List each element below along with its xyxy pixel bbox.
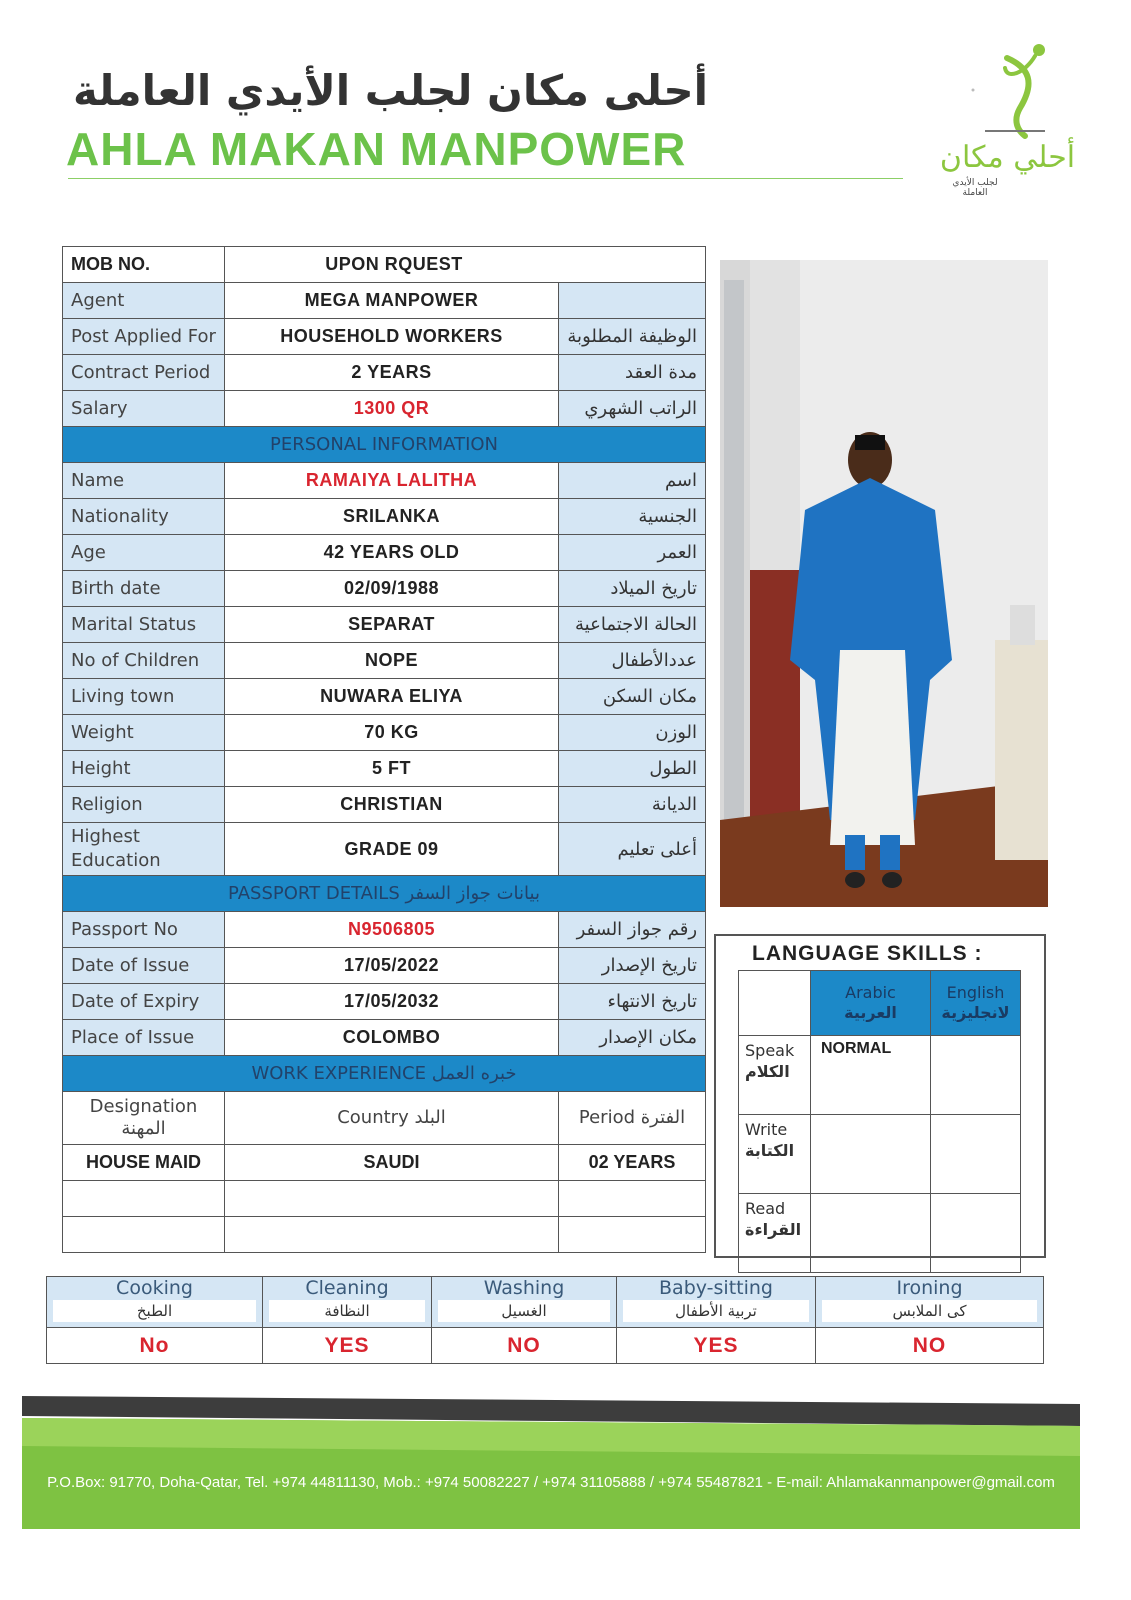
skill-washing-arabic: الغسيل [438, 1300, 610, 1322]
work-designation: HOUSE MAID [63, 1145, 225, 1181]
post-label: Post Applied For [63, 319, 225, 355]
empty-cell [559, 1181, 706, 1217]
education-label: Highest Education [63, 823, 225, 876]
post-value: HOUSEHOLD WORKERS [225, 319, 559, 355]
marital-label-arabic: الحالة الاجتماعية [559, 607, 706, 643]
passport-no-label-arabic: رقم جواز السفر [559, 912, 706, 948]
age-label: Age [63, 535, 225, 571]
empty-cell [63, 1181, 225, 1217]
language-skills-title: LANGUAGE SKILLS : [752, 942, 983, 965]
skill-cleaning-value: YES [263, 1328, 432, 1364]
country-column-header: Country البلد [225, 1092, 559, 1145]
arabic-label-arabic: العربية [844, 1003, 897, 1022]
footer-contact-info: P.O.Box: 91770, Doha-Qatar, Tel. +974 44811130, Mob.: +974 50082227 / +974 31105888 / +974 55487821 - E-mail: Ahlamakanmanpower@gmail.com [47, 1474, 1055, 1491]
empty-cell [63, 1217, 225, 1253]
issue-place-label: Place of Issue [63, 1020, 225, 1056]
empty-cell [739, 971, 811, 1036]
children-label: No of Children [63, 643, 225, 679]
religion-label-arabic: الديانة [559, 787, 706, 823]
english-label-arabic: لانجليزية [941, 1003, 1010, 1022]
birth-value: 02/09/1988 [225, 571, 559, 607]
designation-label-arabic: المهنة [121, 1118, 166, 1139]
read-arabic-value [811, 1194, 931, 1273]
religion-label: Religion [63, 787, 225, 823]
skills-table [46, 1276, 1044, 1364]
applicant-info-table [62, 246, 706, 1253]
arabic-column-header [811, 971, 931, 1036]
contract-label: Contract Period [63, 355, 225, 391]
read-label: Read [745, 1199, 786, 1218]
salary-row [63, 391, 706, 427]
speak-label-cell [739, 1036, 811, 1115]
period-column-header: Period الفترة [559, 1092, 706, 1145]
skill-ironing-label: Ironing [816, 1277, 1044, 1300]
town-label: Living town [63, 679, 225, 715]
speak-label: Speak [745, 1041, 795, 1060]
skill-babysitting-value: YES [617, 1328, 816, 1364]
issue-date-label: Date of Issue [63, 948, 225, 984]
salary-value: 1300 QR [225, 391, 559, 427]
english-label: English [946, 983, 1005, 1002]
issue-date-label-arabic: تاريخ الإصدار [559, 948, 706, 984]
height-label: Height [63, 751, 225, 787]
contract-label-arabic: مدة العقد [559, 355, 706, 391]
skill-ironing-value: NO [816, 1328, 1044, 1364]
children-value: NOPE [225, 643, 559, 679]
passport-no-value: N9506805 [225, 912, 559, 948]
write-english-value [931, 1115, 1021, 1194]
skill-cleaning-arabic: النظافة [269, 1300, 425, 1322]
work-row-empty [63, 1181, 706, 1217]
work-country: SAUDI [225, 1145, 559, 1181]
skill-washing-arabic-cell [432, 1299, 617, 1328]
children-row [63, 643, 706, 679]
salary-label-arabic: الراتب الشهري [559, 391, 706, 427]
company-name-english: AHLA MAKAN MANPOWER [66, 123, 687, 175]
work-row-empty [63, 1217, 706, 1253]
skill-cleaning-label: Cleaning [263, 1277, 432, 1300]
weight-label: Weight [63, 715, 225, 751]
contract-row [63, 355, 706, 391]
language-header-row [739, 971, 1021, 1036]
speak-english-value [931, 1036, 1021, 1115]
expiry-date-label: Date of Expiry [63, 984, 225, 1020]
expiry-date-row [63, 984, 706, 1020]
designation-label: Designation [89, 1096, 198, 1117]
read-label-cell [739, 1194, 811, 1273]
write-arabic-value [811, 1115, 931, 1194]
height-label-arabic: الطول [559, 751, 706, 787]
nationality-row [63, 499, 706, 535]
issue-date-row [63, 948, 706, 984]
expiry-date-value: 17/05/2032 [225, 984, 559, 1020]
logo-text-arabic: أحلي مكان [939, 140, 1076, 175]
age-label-arabic: العمر [559, 535, 706, 571]
work-section-row [63, 1056, 706, 1092]
speak-row [739, 1036, 1021, 1115]
write-label: Write [745, 1120, 788, 1139]
skill-cooking-label: Cooking [47, 1277, 263, 1300]
name-label: Name [63, 463, 225, 499]
post-row [63, 319, 706, 355]
name-label-arabic: اسم [559, 463, 706, 499]
education-value: GRADE 09 [225, 823, 559, 876]
post-label-arabic: الوظيفة المطلوبة [559, 319, 706, 355]
children-label-arabic: عددالأطفال [559, 643, 706, 679]
skill-cleaning-arabic-cell [263, 1299, 432, 1328]
salary-label: Salary [63, 391, 225, 427]
town-label-arabic: مكان السكن [559, 679, 706, 715]
town-row [63, 679, 706, 715]
skill-washing-value: NO [432, 1328, 617, 1364]
skill-cooking-value: No [47, 1328, 263, 1364]
work-period: 02 YEARS [559, 1145, 706, 1181]
religion-row [63, 787, 706, 823]
marital-row [63, 607, 706, 643]
skill-babysitting-arabic: تربية الأطفال [623, 1300, 809, 1322]
marital-value: SEPARAT [225, 607, 559, 643]
age-row [63, 535, 706, 571]
english-column-header [931, 971, 1021, 1036]
mob-label: MOB NO. [63, 247, 225, 283]
passport-details-header: PASSPORT DETAILS بيانات جواز السفر [63, 876, 706, 912]
empty-cell [225, 1181, 559, 1217]
speak-arabic-value: NORMAL [811, 1036, 931, 1115]
work-row [63, 1145, 706, 1181]
work-experience-header: WORK EXPERIENCE خبره العمل [63, 1056, 706, 1092]
personal-info-header: PERSONAL INFORMATION [63, 427, 706, 463]
birth-row [63, 571, 706, 607]
passport-no-row [63, 912, 706, 948]
read-label-arabic: القراءة [745, 1220, 802, 1239]
contract-value: 2 YEARS [225, 355, 559, 391]
passport-section-row [63, 876, 706, 912]
nationality-value: SRILANKA [225, 499, 559, 535]
empty-cell [559, 1217, 706, 1253]
name-row [63, 463, 706, 499]
religion-value: CHRISTIAN [225, 787, 559, 823]
skills-arabic-row [47, 1299, 1044, 1328]
issue-place-value: COLOMBO [225, 1020, 559, 1056]
issue-date-value: 17/05/2022 [225, 948, 559, 984]
logo-subtext-arabic: لجلب الأيدي العاملة [952, 178, 998, 198]
skill-cooking-arabic-cell [47, 1299, 263, 1328]
applicant-photo [720, 260, 1048, 907]
read-english-value [931, 1194, 1021, 1273]
age-value: 42 YEARS OLD [225, 535, 559, 571]
weight-row [63, 715, 706, 751]
skill-ironing-arabic: كى الملابس [822, 1300, 1037, 1322]
skills-english-row [47, 1277, 1044, 1300]
write-label-cell [739, 1115, 811, 1194]
issue-place-row [63, 1020, 706, 1056]
personal-section-row [63, 427, 706, 463]
height-row [63, 751, 706, 787]
skill-ironing-arabic-cell [816, 1299, 1044, 1328]
education-label-arabic: أعلى تعليم [559, 823, 706, 876]
town-value: NUWARA ELIYA [225, 679, 559, 715]
agent-row [63, 283, 706, 319]
birth-label-arabic: تاريخ الميلاد [559, 571, 706, 607]
agent-label-arabic [559, 283, 706, 319]
header-divider [68, 178, 903, 179]
language-skills-table [738, 970, 1021, 1273]
agent-value: MEGA MANPOWER [225, 283, 559, 319]
marital-label: Marital Status [63, 607, 225, 643]
company-name-arabic: أحلى مكان لجلب الأيدي العاملة [73, 66, 708, 115]
passport-no-label: Passport No [63, 912, 225, 948]
write-row [739, 1115, 1021, 1194]
skill-washing-label: Washing [432, 1277, 617, 1300]
empty-cell [225, 1217, 559, 1253]
work-columns-row [63, 1092, 706, 1145]
skill-babysitting-label: Baby-sitting [617, 1277, 816, 1300]
education-row [63, 823, 706, 876]
nationality-label-arabic: الجنسية [559, 499, 706, 535]
issue-place-label-arabic: مكان الإصدار [559, 1020, 706, 1056]
agent-label: Agent [63, 283, 225, 319]
designation-column-header [63, 1092, 225, 1145]
mob-value: UPON RQUEST [225, 247, 706, 283]
mob-row [63, 247, 706, 283]
weight-value: 70 KG [225, 715, 559, 751]
nationality-label: Nationality [63, 499, 225, 535]
write-label-arabic: الكتابة [745, 1141, 795, 1160]
weight-label-arabic: الوزن [559, 715, 706, 751]
arabic-label: Arabic [845, 983, 896, 1002]
expiry-date-label-arabic: تاريخ الانتهاء [559, 984, 706, 1020]
read-row [739, 1194, 1021, 1273]
speak-label-arabic: الكلام [745, 1062, 790, 1081]
skills-value-row [47, 1328, 1044, 1364]
skill-cooking-arabic: الطبخ [53, 1300, 256, 1322]
name-value: RAMAIYA LALITHA [225, 463, 559, 499]
footer-banner [22, 1396, 1080, 1529]
birth-label: Birth date [63, 571, 225, 607]
skill-babysitting-arabic-cell [617, 1299, 816, 1328]
height-value: 5 FT [225, 751, 559, 787]
